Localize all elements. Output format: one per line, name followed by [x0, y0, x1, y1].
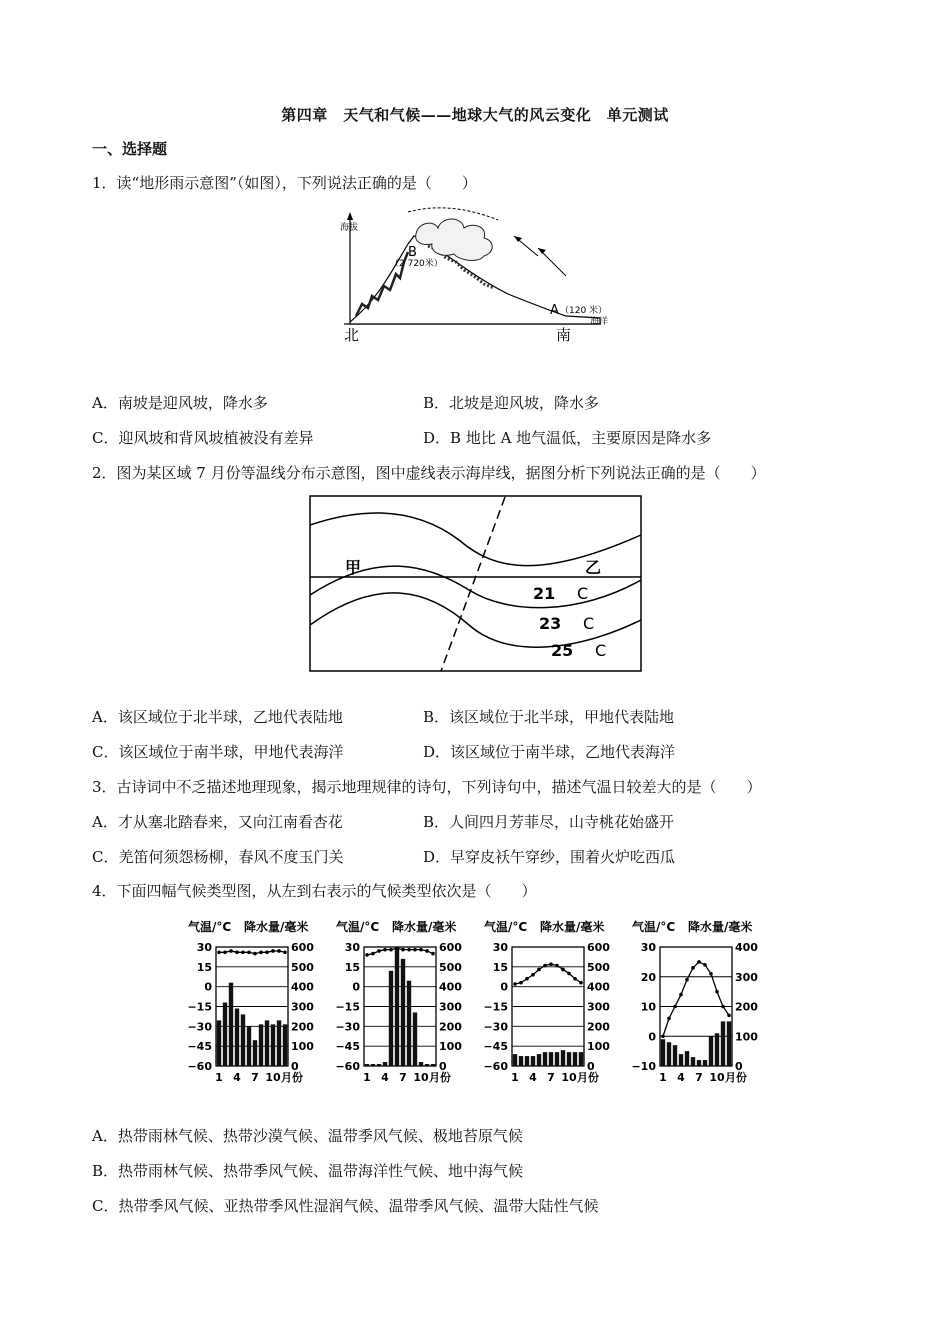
- chart-3-temp-point: [519, 981, 523, 985]
- chart-3-precip-bar: [525, 1056, 529, 1066]
- chart-1-precip-tick: 400: [291, 980, 314, 994]
- chart-2-precip-tick: 100: [439, 1040, 462, 1054]
- chart-3-temp-point: [579, 981, 583, 985]
- chart-4-precip-bar: [697, 1060, 701, 1066]
- chart-4-temp-line: [663, 962, 729, 1036]
- chart-3-x-tick: 4: [529, 1071, 537, 1084]
- chart-4-temp-label: 气温/°C: [632, 920, 676, 934]
- chart-1-temp-tick: 0: [204, 980, 212, 994]
- chart-2-precip-bar: [377, 1064, 381, 1066]
- chart-3-temp-point: [555, 964, 559, 968]
- chart-1-precip-bar: [217, 1020, 221, 1066]
- chart-4-precip-tick: 100: [735, 1030, 758, 1044]
- chart-4-precip-bar: [673, 1045, 677, 1066]
- chart-1-precip-label: 降水量/毫米: [244, 920, 309, 934]
- chart-1-precip-bar: [277, 1020, 281, 1066]
- chart-3-temp-point: [537, 968, 541, 972]
- chart-1-temp-point: [241, 950, 245, 954]
- chart-4-precip-bar: [667, 1042, 671, 1066]
- chart-2-temp-label: 气温/°C: [336, 920, 380, 934]
- q2-option-b[interactable]: B．该区域位于北半球，甲地代表陆地: [423, 708, 675, 726]
- chart-2-precip-tick: 300: [439, 1000, 462, 1014]
- chart-4-precip-tick: 200: [735, 1000, 758, 1014]
- chart-3-x-tick: 1: [511, 1071, 519, 1084]
- question-4-stem: 4．下面四幅气候类型图，从左到右表示的气候类型依次是（ ）: [92, 882, 537, 900]
- climate-charts: [182, 915, 782, 1095]
- chart-3-precip-bar: [555, 1052, 559, 1066]
- chart-4-x-tick: 4: [677, 1071, 685, 1084]
- chart-4-precip-label: 降水量/毫米: [688, 920, 753, 934]
- chart-3-x-label: 月份: [577, 1071, 599, 1084]
- section-heading: 一、选择题: [92, 140, 168, 158]
- chart-4-precip-tick: 400: [735, 941, 758, 954]
- chart-2-x-tick: 1: [363, 1071, 371, 1084]
- chart-2-temp-tick: 15: [344, 960, 360, 974]
- chart-3-precip-tick: 0: [587, 1060, 595, 1073]
- chart-2-precip-bar: [401, 959, 405, 1066]
- chart-2-precip-bar: [419, 1062, 423, 1066]
- chart-2-temp-line: [367, 948, 433, 955]
- chart-4-temp-point: [703, 963, 707, 967]
- chart-3-temp-tick: −60: [483, 1060, 508, 1073]
- chart-3-temp-tick: 15: [492, 960, 508, 974]
- chart-2-precip-tick: 200: [439, 1020, 462, 1034]
- chart-2-temp-tick: −15: [335, 1000, 360, 1014]
- chart-3-temp-point: [525, 977, 529, 981]
- chart-3-precip-bar: [513, 1054, 517, 1066]
- chart-1-precip-bar: [229, 983, 233, 1066]
- q1-option-c[interactable]: C．迎风坡和背风坡植被没有差异: [92, 429, 314, 447]
- chart-4-precip-bar: [661, 1039, 665, 1066]
- chart-3-temp-tick: 30: [492, 941, 508, 954]
- chart-2-precip-bar: [371, 1064, 375, 1066]
- chart-3-precip-tick: 200: [587, 1020, 610, 1034]
- q3-option-a[interactable]: A．才从塞北踏春来，又向江南看杏花: [92, 813, 343, 831]
- chart-3-precip-tick: 600: [587, 941, 610, 954]
- chart-2-temp-point: [395, 947, 399, 951]
- orographic-rain-diagram: [338, 204, 610, 346]
- chart-4-precip-bar: [679, 1054, 683, 1066]
- chart-4-temp-point: [691, 966, 695, 970]
- chart-4-temp-point: [697, 960, 701, 964]
- chart-2-precip-tick: 500: [439, 960, 462, 974]
- chart-4-temp-point: [715, 990, 719, 994]
- chart-2-precip-bar: [365, 1064, 369, 1066]
- chart-1-precip-tick: 500: [291, 960, 314, 974]
- chart-1-temp-point: [247, 950, 251, 954]
- chart-2-temp-tick: 30: [344, 941, 360, 954]
- chart-2-precip-bar: [407, 981, 411, 1066]
- chart-1-temp-line: [219, 951, 285, 954]
- chart-3-temp-point: [567, 972, 571, 976]
- page-title: 第四章 天气和气候——地球大气的风云变化 单元测试: [281, 106, 669, 124]
- chart-3-precip-bar: [537, 1054, 541, 1066]
- chart-3-temp-point: [531, 973, 535, 977]
- chart-2-temp-point: [431, 952, 435, 956]
- chart-1-temp-tick: −60: [187, 1060, 212, 1073]
- chart-4-temp-tick: −10: [631, 1060, 656, 1073]
- y-axis-label: 海拔: [340, 223, 359, 233]
- chart-4-temp-point: [661, 1034, 665, 1038]
- chart-1-temp-tick: −45: [187, 1040, 212, 1054]
- chart-2-temp-point: [365, 953, 369, 957]
- q2-option-a[interactable]: A．该区域位于北半球，乙地代表陆地: [92, 708, 343, 726]
- chart-4-temp-tick: 30: [640, 941, 656, 954]
- chart-2-precip-bar: [395, 947, 399, 1066]
- chart-2-temp-tick: −60: [335, 1060, 360, 1073]
- q4-option-a[interactable]: A．热带雨林气候、热带沙漠气候、温带季风气候、极地苔原气候: [92, 1127, 523, 1145]
- question-3-stem: 3．古诗词中不乏描述地理现象，揭示地理规律的诗句，下列诗句中，描述气温日较差大的是（ ）: [92, 778, 762, 796]
- chart-3-precip-tick: 500: [587, 960, 610, 974]
- q3-option-d[interactable]: D．早穿皮袄午穿纱，围着火炉吃西瓜: [423, 848, 676, 866]
- q3-option-c[interactable]: C．羌笛何须怨杨柳，春风不度玉门关: [92, 848, 344, 866]
- chart-2-precip-label: 降水量/毫米: [392, 920, 457, 934]
- chart-4-temp-point: [679, 993, 683, 997]
- chart-1-x-tick: 4: [233, 1071, 241, 1084]
- isotherm-21-unit: C: [577, 584, 589, 603]
- chart-3-x-tick: 7: [547, 1071, 555, 1084]
- chart-4-precip-bar: [721, 1021, 725, 1066]
- chart-1-temp-point: [253, 952, 257, 956]
- isotherm-25-unit: C: [595, 641, 607, 660]
- sea-label: 海洋: [590, 317, 609, 327]
- chart-1-temp-point: [259, 950, 263, 954]
- chart-3-temp-point: [543, 964, 547, 968]
- isotherm-map: [309, 495, 643, 673]
- chart-4-precip-tick: 300: [735, 970, 758, 984]
- chart-1-temp-point: [229, 949, 233, 953]
- chart-4-temp-tick: 10: [640, 1000, 656, 1014]
- isotherm-23-value: 23: [539, 614, 562, 633]
- chart-3-temp-point: [573, 977, 577, 981]
- chart-2-precip-bar: [425, 1064, 429, 1066]
- chart-1-precip-bar: [223, 1003, 227, 1066]
- chart-2-precip-bar: [413, 1012, 417, 1066]
- chart-2-x-tick: 4: [381, 1071, 389, 1084]
- chart-1-precip-bar: [265, 1020, 269, 1066]
- q3-option-b[interactable]: B．人间四月芳菲尽，山寺桃花始盛开: [423, 813, 675, 831]
- chart-1-temp-point: [277, 949, 281, 953]
- chart-4-precip-bar: [709, 1036, 713, 1066]
- chart-3-temp-tick: −15: [483, 1000, 508, 1014]
- chart-1-precip-tick: 0: [291, 1060, 299, 1073]
- chart-4-temp-point: [673, 1005, 677, 1009]
- chart-1-temp-point: [283, 950, 287, 954]
- chart-2-precip-tick: 0: [439, 1060, 447, 1073]
- chart-4-temp-tick: 20: [640, 970, 656, 984]
- chart-2-precip-tick: 400: [439, 980, 462, 994]
- chart-1-precip-bar: [253, 1040, 257, 1066]
- chart-2-x-tick: 10: [413, 1071, 429, 1084]
- chart-1-temp-tick: −30: [187, 1020, 212, 1034]
- chart-3-precip-bar: [579, 1052, 583, 1066]
- chart-4-x-label: 月份: [725, 1071, 747, 1084]
- q4-option-b[interactable]: B．热带雨林气候、热带季风气候、温带海洋性气候、地中海气候: [92, 1162, 524, 1180]
- chart-2-temp-point: [419, 948, 423, 952]
- point-b-label: B: [408, 245, 417, 260]
- chart-2-x-tick: 7: [399, 1071, 407, 1084]
- chart-3-temp-point: [549, 962, 553, 966]
- chart-3-precip-bar: [531, 1056, 535, 1066]
- chart-4-temp-point: [667, 1017, 671, 1021]
- chart-1-precip-tick: 200: [291, 1020, 314, 1034]
- chart-1-precip-bar: [283, 1024, 287, 1066]
- chart-2-temp-point: [383, 948, 387, 952]
- chart-3-temp-point: [561, 968, 565, 972]
- question-1-stem: 1．读“地形雨示意图”（如图），下列说法正确的是（ ）: [92, 174, 477, 192]
- chart-2-precip-bar: [431, 1064, 435, 1066]
- question-2-stem: 2．图为某区域 7 月份等温线分布示意图，图中虚线表示海岸线，据图分析下列说法正确的是（ ）: [92, 464, 766, 482]
- chart-3-temp-tick: −30: [483, 1020, 508, 1034]
- chart-1-temp-point: [235, 950, 239, 954]
- chart-1-precip-bar: [259, 1024, 263, 1066]
- chart-2-precip-bar: [383, 1062, 387, 1066]
- chart-1-precip-bar: [271, 1024, 275, 1066]
- chart-3-temp-tick: 0: [500, 980, 508, 994]
- chart-1-x-tick: 7: [251, 1071, 259, 1084]
- south-label: 南: [556, 326, 572, 344]
- chart-1-x-tick: 10: [265, 1071, 281, 1084]
- chart-3-precip-tick: 100: [587, 1040, 610, 1054]
- chart-3-precip-bar: [561, 1050, 565, 1066]
- chart-3-x-tick: 10: [561, 1071, 577, 1084]
- chart-1-precip-tick: 300: [291, 1000, 314, 1014]
- q1-option-b[interactable]: B．北坡是迎风坡，降水多: [423, 394, 600, 412]
- chart-1-precip-bar: [247, 1026, 251, 1066]
- chart-3-temp-point: [513, 982, 517, 986]
- chart-2-temp-tick: −45: [335, 1040, 360, 1054]
- chart-2-temp-point: [407, 948, 411, 952]
- chart-2-x-label: 月份: [429, 1071, 451, 1084]
- chart-1-precip-tick: 100: [291, 1040, 314, 1054]
- chart-4-temp-point: [721, 1005, 725, 1009]
- chart-3-precip-bar: [549, 1052, 553, 1066]
- q1-option-a[interactable]: A．南坡是迎风坡，降水多: [92, 394, 268, 412]
- q2-option-c[interactable]: C．该区域位于南半球，甲地代表海洋: [92, 743, 344, 761]
- chart-3-precip-bar: [567, 1052, 571, 1066]
- chart-1-temp-point: [223, 950, 227, 954]
- chart-1-x-tick: 1: [215, 1071, 223, 1084]
- chart-4-temp-tick: 0: [648, 1030, 656, 1044]
- chart-4-x-tick: 1: [659, 1071, 667, 1084]
- chart-2-temp-tick: 0: [352, 980, 360, 994]
- chart-3-precip-bar: [519, 1056, 523, 1066]
- chart-2-temp-tick: −30: [335, 1020, 360, 1034]
- chart-2-temp-point: [413, 948, 417, 952]
- point-a-elevation: （120 米）: [560, 306, 608, 316]
- chart-3-temp-label: 气温/°C: [484, 920, 528, 934]
- chart-2-temp-point: [389, 948, 393, 952]
- chart-4-temp-point: [709, 972, 713, 976]
- chart-2-temp-point: [377, 949, 381, 953]
- chart-4-precip-bar: [691, 1057, 695, 1066]
- chart-4-precip-bar: [685, 1051, 689, 1066]
- chart-3-temp-tick: −45: [483, 1040, 508, 1054]
- chart-3-precip-label: 降水量/毫米: [540, 920, 605, 934]
- chart-4-precip-bar: [727, 1021, 731, 1066]
- chart-1-temp-tick: 15: [196, 960, 212, 974]
- chart-4-temp-point: [727, 1014, 731, 1018]
- chart-1-temp-tick: −15: [187, 1000, 212, 1014]
- chart-1-precip-bar: [241, 1014, 245, 1066]
- chart-4-precip-tick: 0: [735, 1060, 743, 1073]
- chart-4-x-tick: 7: [695, 1071, 703, 1084]
- isotherm-25-value: 25: [551, 641, 574, 660]
- chart-1-temp-point: [265, 950, 269, 954]
- chart-1-precip-tick: 600: [291, 941, 314, 954]
- chart-3-precip-tick: 400: [587, 980, 610, 994]
- chart-1-temp-point: [271, 949, 275, 953]
- chart-1-precip-bar: [235, 1008, 239, 1066]
- chart-2-precip-tick: 600: [439, 941, 462, 954]
- q1-option-d[interactable]: D．B 地比 A 地气温低，主要原因是降水多: [423, 429, 712, 447]
- q2-option-d[interactable]: D．该区域位于南半球，乙地代表海洋: [423, 743, 676, 761]
- chart-4-precip-bar: [715, 1033, 719, 1066]
- isotherm-21-value: 21: [533, 584, 556, 603]
- chart-1-temp-label: 气温/°C: [188, 920, 232, 934]
- chart-4-precip-bar: [703, 1060, 707, 1066]
- chart-4-temp-point: [685, 978, 689, 982]
- chart-2-temp-point: [425, 949, 429, 953]
- yi-label: 乙: [585, 558, 602, 577]
- chart-2-precip-bar: [389, 971, 393, 1066]
- point-a-label: A: [550, 303, 559, 318]
- chart-3-precip-bar: [543, 1052, 547, 1066]
- chart-2-temp-point: [371, 952, 375, 956]
- north-label: 北: [344, 326, 360, 344]
- chart-2-temp-point: [401, 948, 405, 952]
- chart-3-precip-bar: [573, 1052, 577, 1066]
- isotherm-23-unit: C: [583, 614, 595, 633]
- chart-3-precip-tick: 300: [587, 1000, 610, 1014]
- chart-1-x-label: 月份: [281, 1071, 303, 1084]
- chart-1-temp-tick: 30: [196, 941, 212, 954]
- chart-1-temp-point: [217, 950, 221, 954]
- point-b-elevation: （2 720米）: [390, 259, 443, 269]
- q4-option-c[interactable]: C．热带季风气候、亚热带季风性湿润气候、温带季风气候、温带大陆性气候: [92, 1197, 599, 1215]
- chart-4-x-tick: 10: [709, 1071, 725, 1084]
- jia-label: 甲: [345, 558, 362, 577]
